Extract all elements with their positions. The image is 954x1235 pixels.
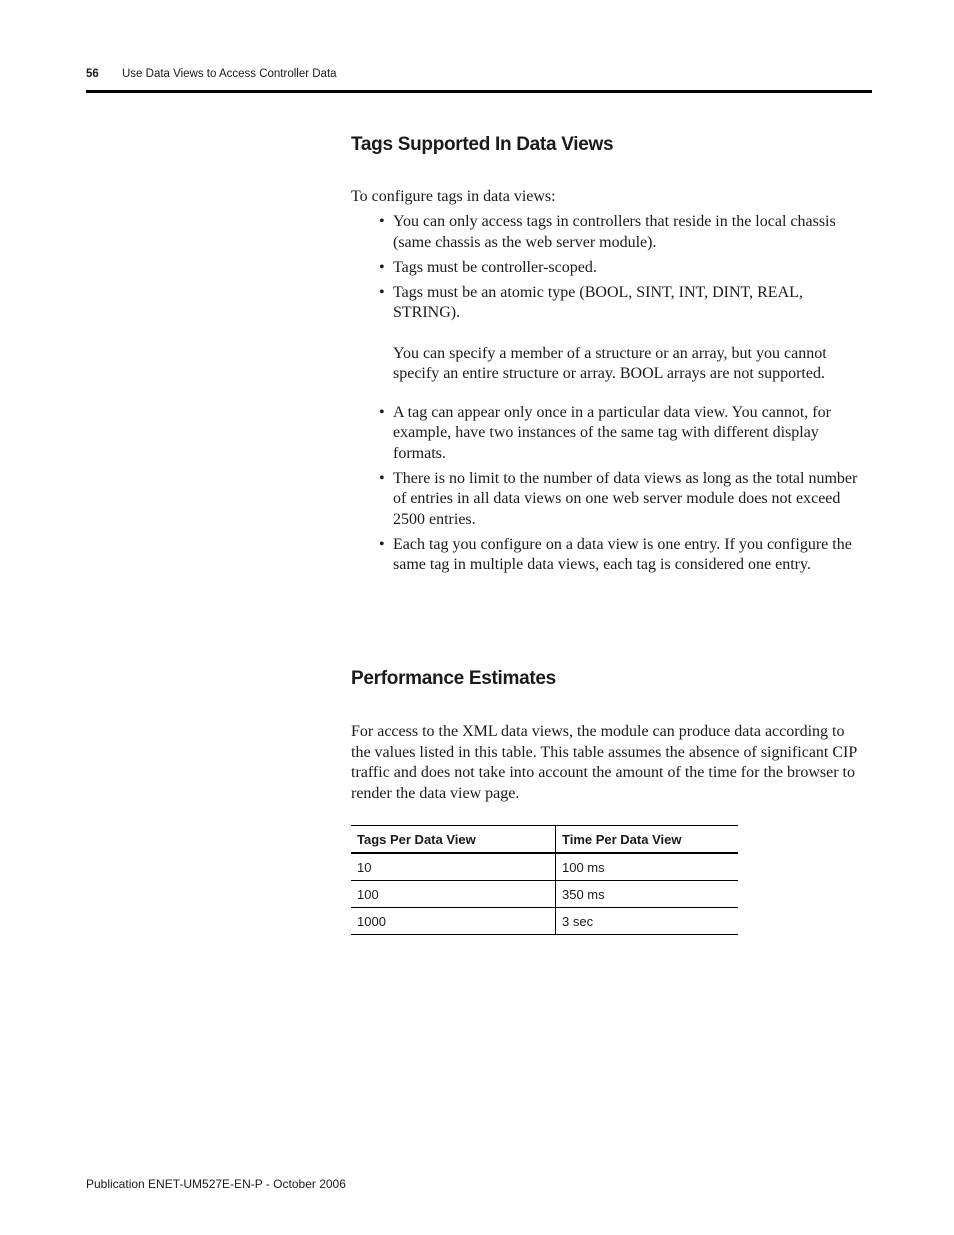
list-item (379, 535, 871, 576)
performance-table (351, 825, 738, 935)
column-header: Time Per Data View (556, 826, 739, 854)
list-item-text: A tag can appear only once in a particular data view. You cannot, for example, have two instances of the same tag with different display formats. (393, 403, 831, 462)
list-item (379, 258, 871, 279)
section-heading-tags-supported: Tags Supported In Data Views (351, 134, 614, 155)
list-item (379, 212, 871, 253)
column-header: Tags Per Data View (351, 826, 556, 854)
table-cell: 1000 (351, 908, 556, 935)
bullet-icon: • (379, 403, 385, 421)
bullet-icon: • (379, 535, 385, 553)
tag-rules-list (379, 212, 871, 580)
table-cell: 100 ms (556, 853, 739, 881)
publication-footer: Publication ENET-UM527E-EN-P - October 2006 (86, 1177, 346, 1191)
list-item-text: Tags must be controller-scoped. (393, 258, 597, 276)
structure-note: You can specify a member of a structure or an array, but you cannot specify an entire structure or array. BOOL arrays are not supported. (393, 344, 827, 382)
list-item-text: You can only access tags in controllers that reside in the local chassis (same chassis as the web server module). (393, 213, 836, 251)
table-cell: 100 (351, 881, 556, 908)
table-row (351, 908, 738, 935)
section-heading-performance: Performance Estimates (351, 668, 556, 689)
table-row (351, 853, 738, 881)
list-item (379, 283, 871, 385)
bullet-icon: • (379, 213, 385, 230)
list-item-text: Each tag you configure on a data view is one entry. If you configure the same tag in multiple data views, each tag is considered one entry. (393, 535, 852, 573)
table-cell: 10 (351, 853, 556, 881)
list-item (379, 403, 871, 465)
table-row (351, 881, 738, 908)
table-header-row (351, 826, 738, 854)
list-item-text: There is no limit to the number of data views as long as the total number of entries in all data views on one web server module does not exceed 2500 entries. (393, 469, 858, 528)
performance-paragraph: For access to the XML data views, the module can produce data according to the values listed in this table. This table assumes the absence of significant CIP traffic and does not take into account the amount of the time for the browser to render the data view page. (351, 723, 857, 802)
running-header-title: Use Data Views to Access Controller Data (122, 68, 337, 80)
list-item-text: Tags must be an atomic type (BOOL, SINT, INT, DINT, REAL, STRING). (393, 283, 803, 321)
list-item (379, 469, 871, 531)
table-cell: 350 ms (556, 881, 739, 908)
table-cell: 3 sec (556, 908, 739, 935)
bullet-icon: • (379, 258, 385, 276)
bullet-icon: • (379, 283, 385, 301)
page-header (86, 64, 872, 93)
bullet-icon: • (379, 469, 385, 487)
page-number: 56 (86, 68, 99, 80)
intro-text: To configure tags in data views: (351, 188, 556, 205)
